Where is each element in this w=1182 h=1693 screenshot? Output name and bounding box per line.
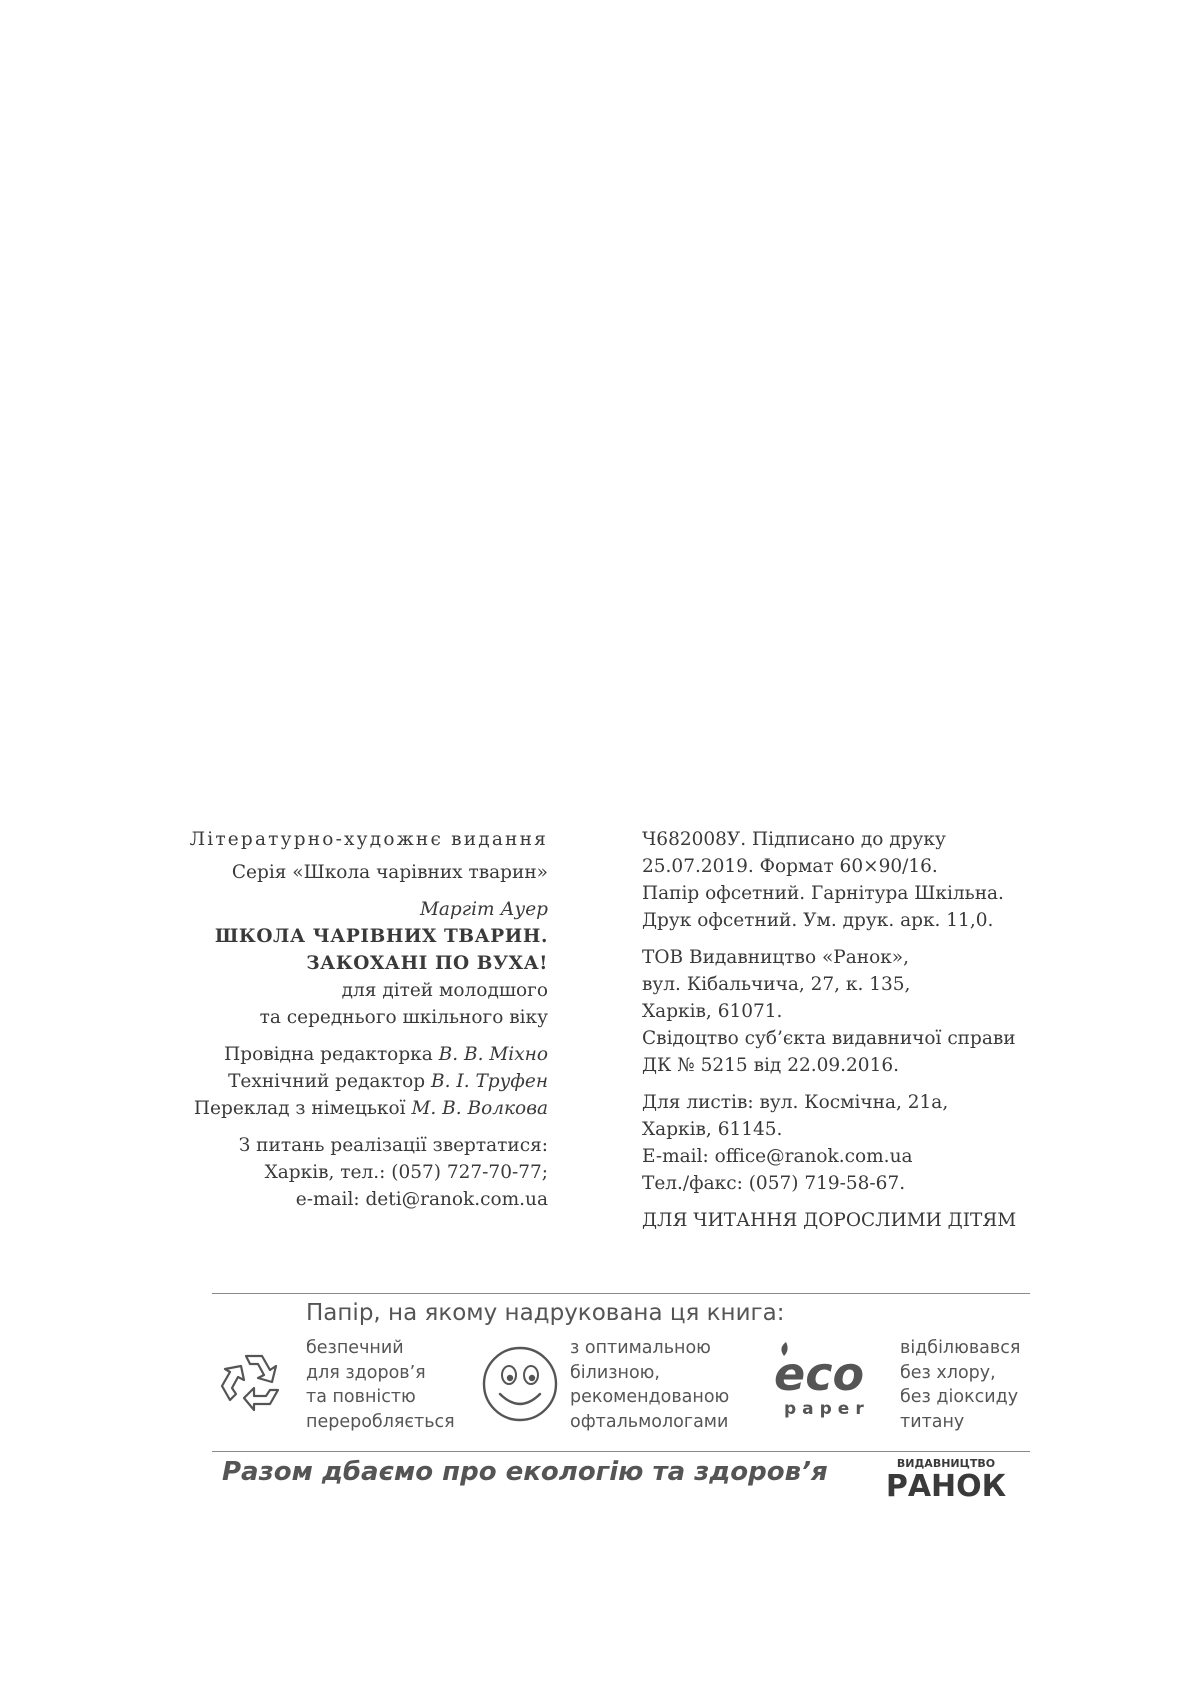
lead-editor-credit bbox=[128, 1041, 548, 1068]
translator-name: М. В. Волкова bbox=[411, 1098, 548, 1119]
feature-recycle-line-1: безпечний bbox=[306, 1338, 404, 1358]
feature-chlorine-free bbox=[900, 1336, 1020, 1434]
feature-whiteness-line-1: з оптимальною bbox=[570, 1338, 711, 1358]
feature-chlorine-free-line-1: відбілювався bbox=[900, 1338, 1021, 1358]
feature-whiteness-line-3: рекомендованою bbox=[570, 1387, 730, 1407]
sales-contact-line-2: Харків, тел.: (057) 727-70-77; bbox=[264, 1162, 548, 1183]
feature-whiteness-line-2: білизною, bbox=[570, 1362, 660, 1383]
feature-chlorine-free-text bbox=[900, 1336, 1020, 1434]
book-title-line-2: ЗАКОХАНІ ПО ВУХА! bbox=[306, 953, 548, 974]
eco-logo-sub: paper bbox=[784, 1399, 870, 1419]
feature-whiteness-line-4: офтальмологами bbox=[570, 1411, 729, 1432]
publisher-line-4: Свідоцтво суб’єкта видавничої справи bbox=[642, 1028, 1016, 1049]
eco-paper-logo bbox=[770, 1338, 890, 1422]
publisher-line-5: ДК № 5215 від 22.09.2016. bbox=[642, 1055, 899, 1076]
lead-editor-role: Провідна редакторка bbox=[224, 1044, 433, 1065]
edition-type: Літературно-художнє видання bbox=[189, 829, 548, 850]
print-info-line-4: Друк офсетний. Ум. друк. арк. 11,0. bbox=[642, 910, 994, 931]
imprint-left-column bbox=[128, 826, 548, 1213]
feature-recycle-text bbox=[306, 1336, 455, 1434]
ranok-publisher-logo bbox=[885, 1455, 1007, 1504]
audience-line-2: та середнього шкільного віку bbox=[259, 1007, 548, 1028]
book-title-line-1: ШКОЛА ЧАРІВНИХ ТВАРИН. bbox=[214, 926, 548, 947]
feature-recycle-line-4: переробляється bbox=[306, 1411, 455, 1432]
publisher-line-1: ТОВ Видавництво «Ранок», bbox=[642, 947, 909, 968]
feature-whiteness-text bbox=[570, 1336, 729, 1434]
tech-editor-role: Технічний редактор bbox=[228, 1071, 426, 1092]
feature-chlorine-free-line-3: без діоксиду bbox=[900, 1387, 1019, 1407]
sales-contact-line-1: З питань реалізації звертатися: bbox=[238, 1135, 548, 1156]
feature-recycle-line-2: для здоров’я bbox=[306, 1362, 426, 1383]
recycle-icon bbox=[216, 1346, 292, 1422]
audience-line-1: для дітей молодшого bbox=[341, 980, 548, 1001]
mail-phone-fax: Тел./факс: (057) 719-58-67. bbox=[642, 1173, 906, 1194]
reading-note: ДЛЯ ЧИТАННЯ ДОРОСЛИМИ ДІТЯМ bbox=[642, 1210, 1017, 1231]
print-info-line-2: 25.07.2019. Формат 60×90/16. bbox=[642, 856, 938, 877]
lead-editor-name: В. В. Міхно bbox=[438, 1044, 548, 1065]
eco-band-top-rule bbox=[212, 1293, 1030, 1294]
eco-heading: Папір, на якому надрукована ця книга: bbox=[306, 1300, 785, 1326]
author-name: Маргіт Ауер bbox=[419, 899, 548, 920]
feature-chlorine-free-line-2: без хлору, bbox=[900, 1362, 996, 1383]
translation-role: Переклад з німецької bbox=[193, 1098, 406, 1119]
mail-email: E-mail: office@ranok.com.ua bbox=[642, 1146, 913, 1167]
tech-editor-credit bbox=[128, 1068, 548, 1095]
publisher-line-2: вул. Кібальчича, 27, к. 135, bbox=[642, 974, 911, 995]
publisher-logo-small: ВИДАВНИЦТВО bbox=[896, 1457, 996, 1470]
sales-contact-email: e-mail: deti@ranok.com.ua bbox=[295, 1189, 548, 1210]
imprint-right-column bbox=[642, 826, 1062, 1234]
tech-editor-name: В. І. Труфен bbox=[431, 1071, 548, 1092]
feature-chlorine-free-line-4: титану bbox=[900, 1411, 965, 1432]
print-info-line-1: Ч682008У. Підписано до друку bbox=[642, 829, 946, 850]
eco-slogan: Разом дбаємо про екологію та здоров’я bbox=[222, 1457, 828, 1487]
eco-logo-word: eco bbox=[774, 1347, 865, 1401]
publisher-logo-big: РАНОК bbox=[885, 1469, 1007, 1504]
feature-whiteness bbox=[570, 1336, 729, 1434]
feature-recycle bbox=[306, 1336, 455, 1434]
smiley-face-icon bbox=[480, 1344, 560, 1424]
imprint-block bbox=[160, 826, 1090, 1266]
eco-band-bottom-rule bbox=[212, 1451, 1030, 1452]
mail-line-2: Харків, 61145. bbox=[642, 1119, 783, 1140]
feature-recycle-line-3: та повністю bbox=[306, 1387, 416, 1407]
eco-paper-logo-graphic bbox=[770, 1338, 890, 1422]
print-info-line-3: Папір офсетний. Гарнітура Шкільна. bbox=[642, 883, 1004, 904]
translation-credit bbox=[128, 1095, 548, 1122]
publisher-line-3: Харків, 61071. bbox=[642, 1001, 783, 1022]
series-name: Серія «Школа чарівних тварин» bbox=[231, 862, 548, 883]
mail-line-1: Для листів: вул. Космічна, 21а, bbox=[642, 1092, 949, 1113]
